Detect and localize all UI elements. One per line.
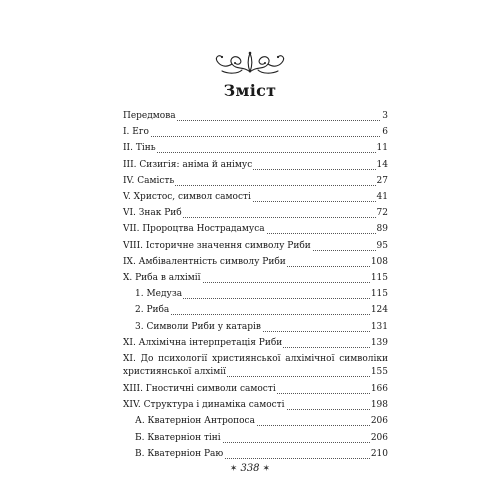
toc-page-number: 166 [370, 383, 388, 394]
toc-entry [123, 337, 388, 350]
toc-page-number: 206 [370, 432, 388, 443]
toc-entry-label: III. Сизигія: аніма й анімус [123, 159, 253, 170]
dot-leader [123, 152, 388, 153]
toc-entry [123, 272, 388, 285]
toc-entry-label: I. Его [123, 127, 149, 138]
toc-page-number: 124 [370, 305, 388, 316]
toc-page-number: 139 [370, 337, 388, 348]
toc-entry-label: XI. До психології християнської алхімічної символіки [123, 354, 388, 364]
toc-page-number: 14 [376, 159, 388, 170]
toc-entry-label-continued: християнської алхімії [123, 367, 227, 377]
toc-entry [123, 223, 388, 236]
toc-page-number: 115 [370, 273, 388, 283]
toc-page-number: 11 [376, 143, 388, 154]
toc-entry [135, 448, 388, 461]
floral-ornament-icon [214, 50, 286, 76]
toc-page-number: 206 [370, 416, 388, 427]
toc-page-number: 108 [370, 256, 388, 267]
toc-page-number: 41 [376, 192, 388, 202]
toc-entry [135, 304, 388, 317]
toc-entry-label: X. Риба в алхімії [123, 273, 201, 283]
toc-entry-label: 1. Медуза [135, 289, 183, 300]
toc-entry-label: IV. Самість [123, 175, 175, 186]
dot-leader [135, 314, 388, 315]
toc-entry-label: II. Тінь [123, 143, 156, 154]
toc-entry [123, 175, 388, 188]
toc-page-number: 6 [382, 127, 388, 138]
toc-entry-label: XI. Алхімічна інтерпретація Риби [123, 337, 283, 348]
toc-page-number: 155 [370, 367, 388, 377]
toc-page-number: 89 [376, 224, 388, 235]
toc-entry-label: Передмова [123, 111, 176, 121]
toc-entry-label: V. Христос, символ самості [123, 192, 251, 202]
toc-page-number: 131 [370, 321, 388, 332]
toc-entry [123, 353, 388, 379]
page-title: Зміст [223, 81, 277, 100]
toc-entry-label: VIII. Історичне значення символу Риби [123, 240, 311, 251]
page-number: 338 [240, 463, 260, 474]
toc-entry [123, 383, 388, 396]
toc-page-number: 210 [370, 448, 388, 459]
toc-page-number: 198 [370, 400, 388, 411]
toc-entry [123, 256, 388, 269]
toc-entry [135, 321, 388, 334]
toc-entry [123, 159, 388, 172]
toc-entry [123, 110, 388, 123]
toc-page-number: 95 [376, 240, 388, 251]
toc-entry [123, 240, 388, 253]
toc-entry-label: В. Кватерніон Раю [135, 448, 224, 459]
toc-entry-label: VI. Знак Риб [123, 208, 182, 219]
toc-entry [123, 399, 388, 412]
toc-entry [123, 126, 388, 139]
toc-entry-label: 2. Риба [135, 305, 170, 316]
page-footer [0, 462, 500, 476]
toc-page-number: 72 [376, 208, 388, 219]
toc-entry-label: Б. Кватерніон тіні [135, 432, 221, 443]
toc-entry-label: VII. Пророцтва Нострадамуса [123, 224, 265, 235]
toc-entry-label: XIII. Гностичні символи самості [123, 383, 276, 394]
toc-entry-label: XIV. Структура і динаміка самості [123, 400, 285, 411]
toc-entry [135, 288, 388, 301]
toc-page-number: 115 [370, 289, 388, 300]
toc-entry-label: А. Кватерніон Антропоса [135, 416, 255, 427]
toc-page-number: 27 [376, 175, 388, 186]
toc-entry [123, 191, 388, 204]
toc-entry [123, 207, 388, 220]
toc-entry [135, 415, 388, 428]
toc-entry-label: 3. Символи Риби у катарів [135, 321, 261, 332]
dot-leader [123, 136, 388, 137]
flourish-left-icon: ✶ [229, 464, 238, 474]
toc-entry-label: IX. Амбівалентність символу Риби [123, 256, 286, 267]
toc-page-number: 3 [382, 111, 388, 121]
flourish-right-icon: ✶ [262, 464, 271, 474]
toc-entry [135, 432, 388, 445]
toc-entry [123, 142, 388, 155]
